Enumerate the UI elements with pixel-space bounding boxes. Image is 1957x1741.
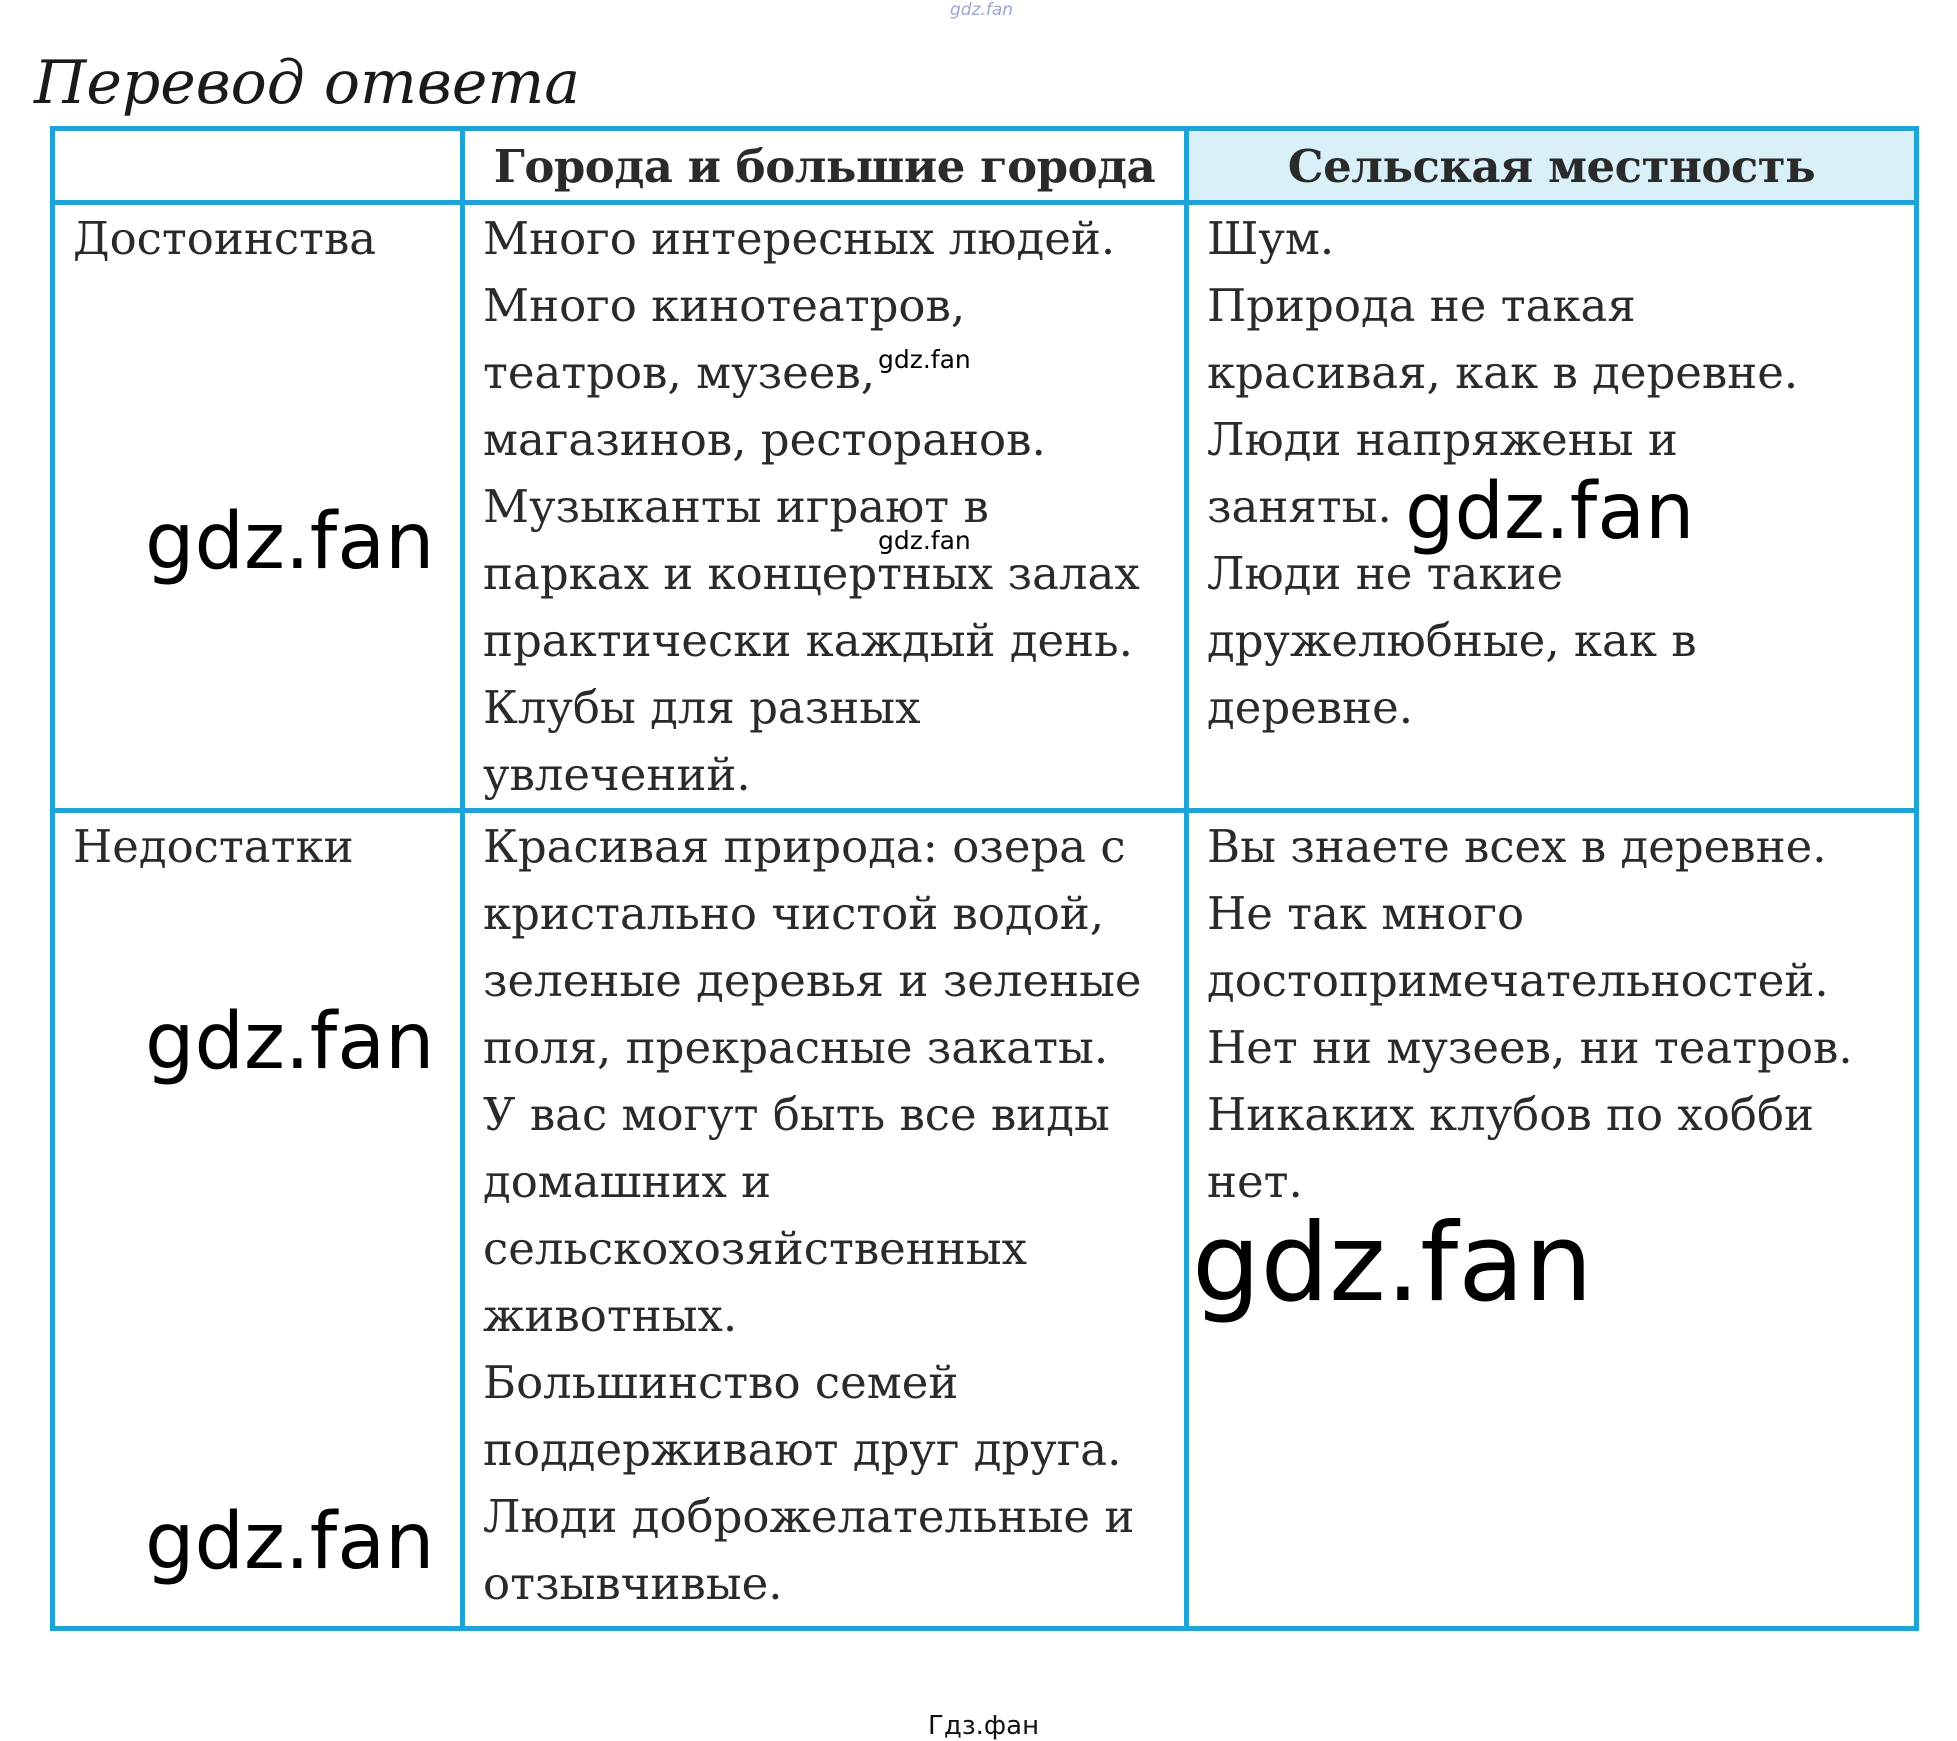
cell-line: Клубы для разных (483, 681, 921, 734)
cell-line: Люди доброжелательные и (483, 1490, 1135, 1543)
cell-line: деревне. (1207, 681, 1414, 734)
header-watermark: gdz.fan (950, 0, 1014, 20)
cell-line: Музыканты играют в (483, 480, 989, 533)
cell-line: Много интересных людей. (483, 212, 1116, 265)
cell-line: дружелюбные, как в (1207, 614, 1697, 667)
watermark: gdz.fan (1405, 467, 1695, 557)
cell-line: Много кинотеатров, (483, 279, 966, 332)
cell-line: Люди напряжены и (1207, 413, 1678, 466)
cell-line: У вас могут быть все виды (483, 1088, 1110, 1141)
table-header-row (53, 129, 1917, 203)
row-label-text: Недостатки (73, 820, 354, 873)
cell-line: парках и концертных залах (483, 547, 1140, 600)
cell-line: нет. (1207, 1155, 1303, 1208)
cell-line: Красивая природа: озера с (483, 820, 1126, 873)
cell-line: Большинство семей (483, 1356, 959, 1409)
cell-line: заняты. (1207, 480, 1392, 533)
header-cell-countryside: Сельская местность (1187, 129, 1917, 203)
cell-line: кристально чистой водой, (483, 887, 1105, 940)
cell-line: театров, музеев, (483, 346, 876, 399)
watermark: gdz.fan (878, 526, 971, 555)
cell-line: Шум. (1207, 212, 1335, 265)
cell-line: Люди не такие (1207, 547, 1564, 600)
cell-line: магазинов, ресторанов. (483, 413, 1046, 466)
cell-line: увлечений. (483, 748, 751, 801)
cell-line: домашних и (483, 1155, 772, 1208)
watermark: gdz.fan (878, 345, 971, 374)
row-label-text: Достоинства (73, 212, 377, 265)
comparison-table (50, 126, 1919, 1631)
cell-cities-advantages (463, 203, 1187, 811)
header-cell-cities: Города и большие города (463, 129, 1187, 203)
page-title: Перевод ответа (34, 48, 581, 118)
watermark: gdz.fan (145, 997, 435, 1087)
header-cell-empty (53, 129, 463, 203)
cell-line: достопримечательностей. (1207, 954, 1829, 1007)
watermark: gdz.fan (1192, 1201, 1593, 1326)
cell-line: практически каждый день. (483, 614, 1133, 667)
cell-cities-disadvantages (463, 811, 1187, 1629)
watermark: gdz.fan (145, 1497, 435, 1587)
cell-line: сельскохозяйственных (483, 1222, 1027, 1275)
watermark: gdz.fan (145, 497, 435, 587)
cell-line: поддерживают друг друга. (483, 1423, 1122, 1476)
cell-line: Никаких клубов по хобби (1207, 1088, 1815, 1141)
footer-watermark: Гдз.фан (928, 1711, 1040, 1741)
cell-line: Природа не такая (1207, 279, 1636, 332)
cell-line: Не так много (1207, 887, 1525, 940)
cell-line: зеленые деревья и зеленые (483, 954, 1142, 1007)
cell-line: красивая, как в деревне. (1207, 346, 1799, 399)
cell-line: поля, прекрасные закаты. (483, 1021, 1109, 1074)
cell-line: Вы знаете всех в деревне. (1207, 820, 1827, 873)
cell-line: отзывчивые. (483, 1557, 783, 1610)
cell-line: Нет ни музеев, ни театров. (1207, 1021, 1853, 1074)
cell-line: животных. (483, 1289, 738, 1342)
